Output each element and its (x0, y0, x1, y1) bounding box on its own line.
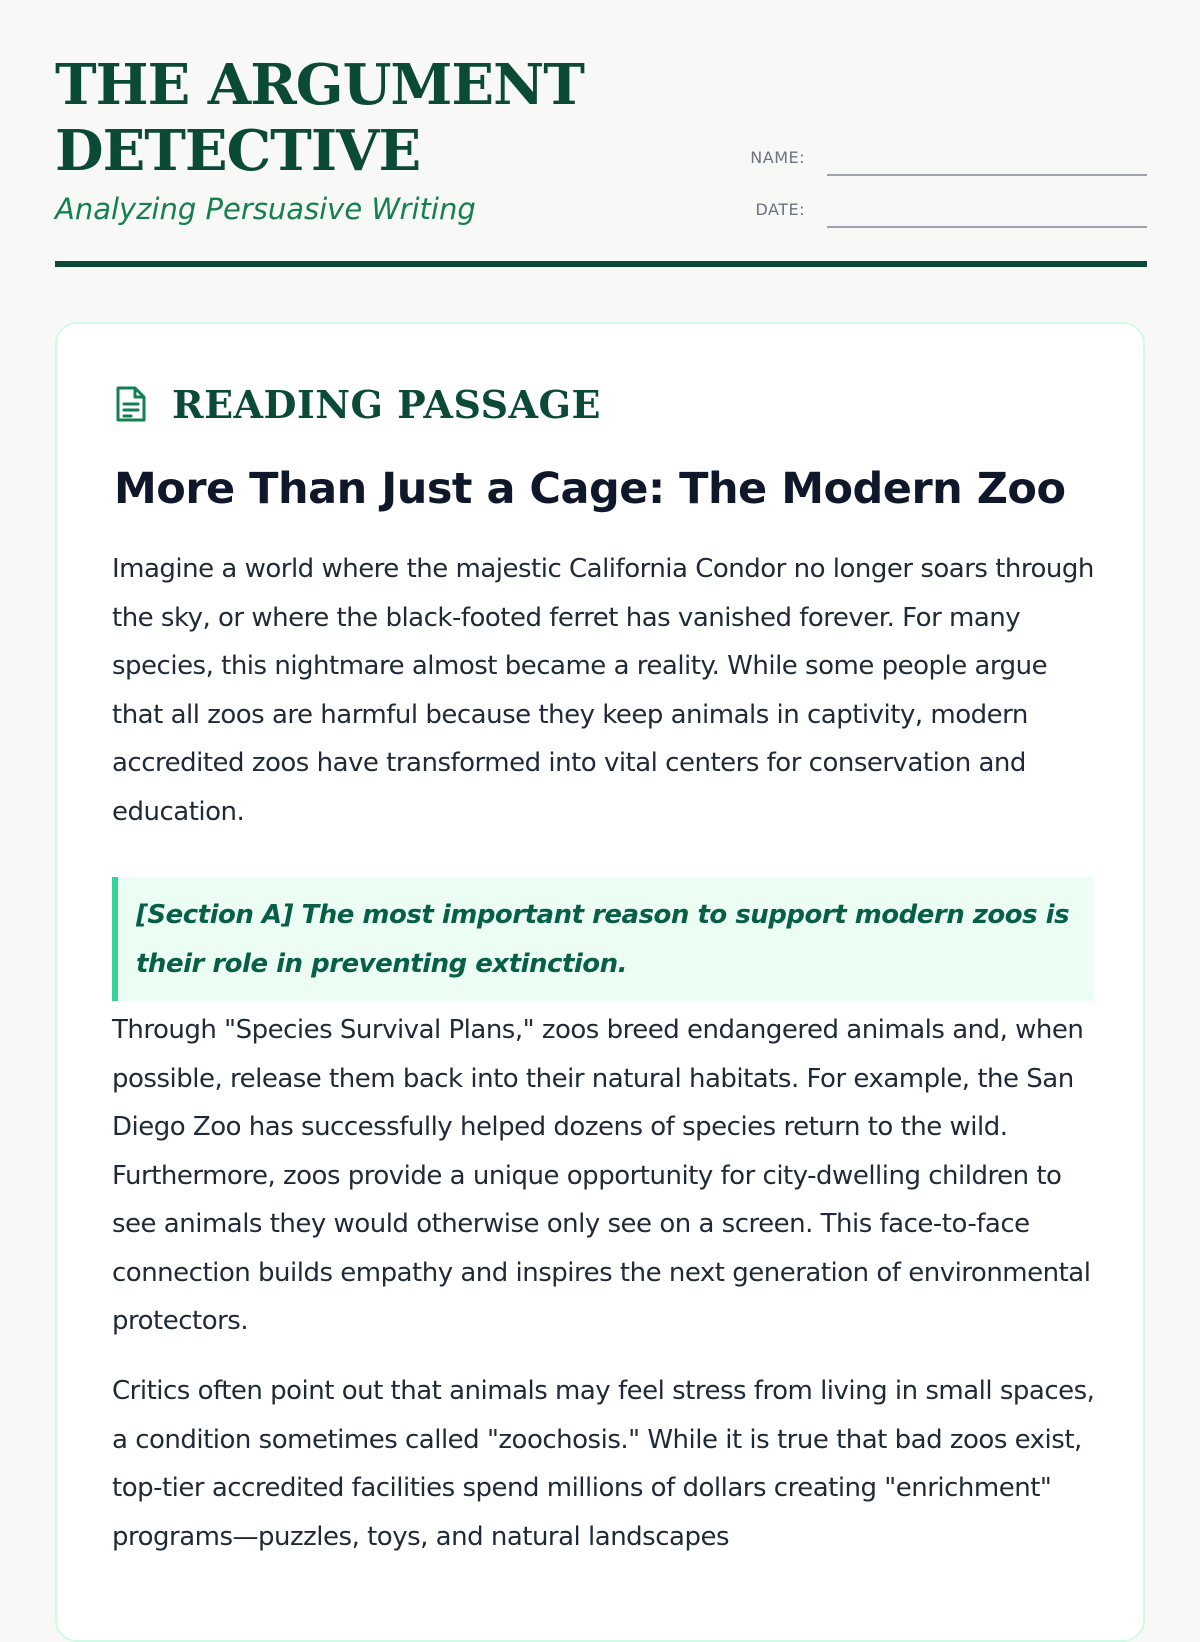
passage-paragraph-1: Imagine a world where the majestic California Condor no longer soars through the sky, or where the black-footed ferret has vanished forever. For many species, this nightmare almost became a reality. While some people argue that all zoos are harmful because they keep animals in captivity, modern accredited zoos have transformed into vital centers for conservation and education. (112, 554, 1094, 827)
reading-passage-card (55, 322, 1145, 1642)
callout-text: [Section A] The most important reason to support modern zoos is their role in preventing extinction. (136, 900, 1070, 979)
name-label: NAME: (750, 148, 805, 167)
worksheet-header (55, 52, 1147, 262)
section-a-callout (112, 877, 1094, 1001)
worksheet-subtitle: Analyzing Persuasive Writing (55, 192, 476, 226)
date-label: DATE: (755, 200, 805, 219)
worksheet-title: THE ARGUMENT DETECTIVE (55, 52, 584, 184)
document-icon (114, 385, 148, 423)
date-field[interactable] (827, 226, 1147, 228)
section-heading (114, 382, 601, 426)
passage-paragraph-2: Through "Species Survival Plans," zoos breed endangered animals and, when possible, release them back into their natural habitats. For example, the San Diego Zoo has successfully helped dozens of species return to the wild. Furthermore, zoos provide a unique opportunity for city-dwelling children to see animals they would otherwise only see on a screen. This face-to-face connection builds empathy and inspires the next generation of environmental protectors. (112, 1015, 1091, 1336)
section-title: READING PASSAGE (172, 381, 601, 427)
passage-title: More Than Just a Cage: The Modern Zoo (114, 464, 1066, 514)
name-field[interactable] (827, 174, 1147, 176)
passage-paragraph-3: Critics often point out that animals may feel stress from living in small spaces, a condition sometimes called "zoochosis." While it is true that bad zoos exist, top-tier accredited facilities spend millions of dollars creating "enrichment" programs—puzzles, toys, and natural landscapes (112, 1376, 1095, 1552)
header-divider (55, 261, 1147, 267)
